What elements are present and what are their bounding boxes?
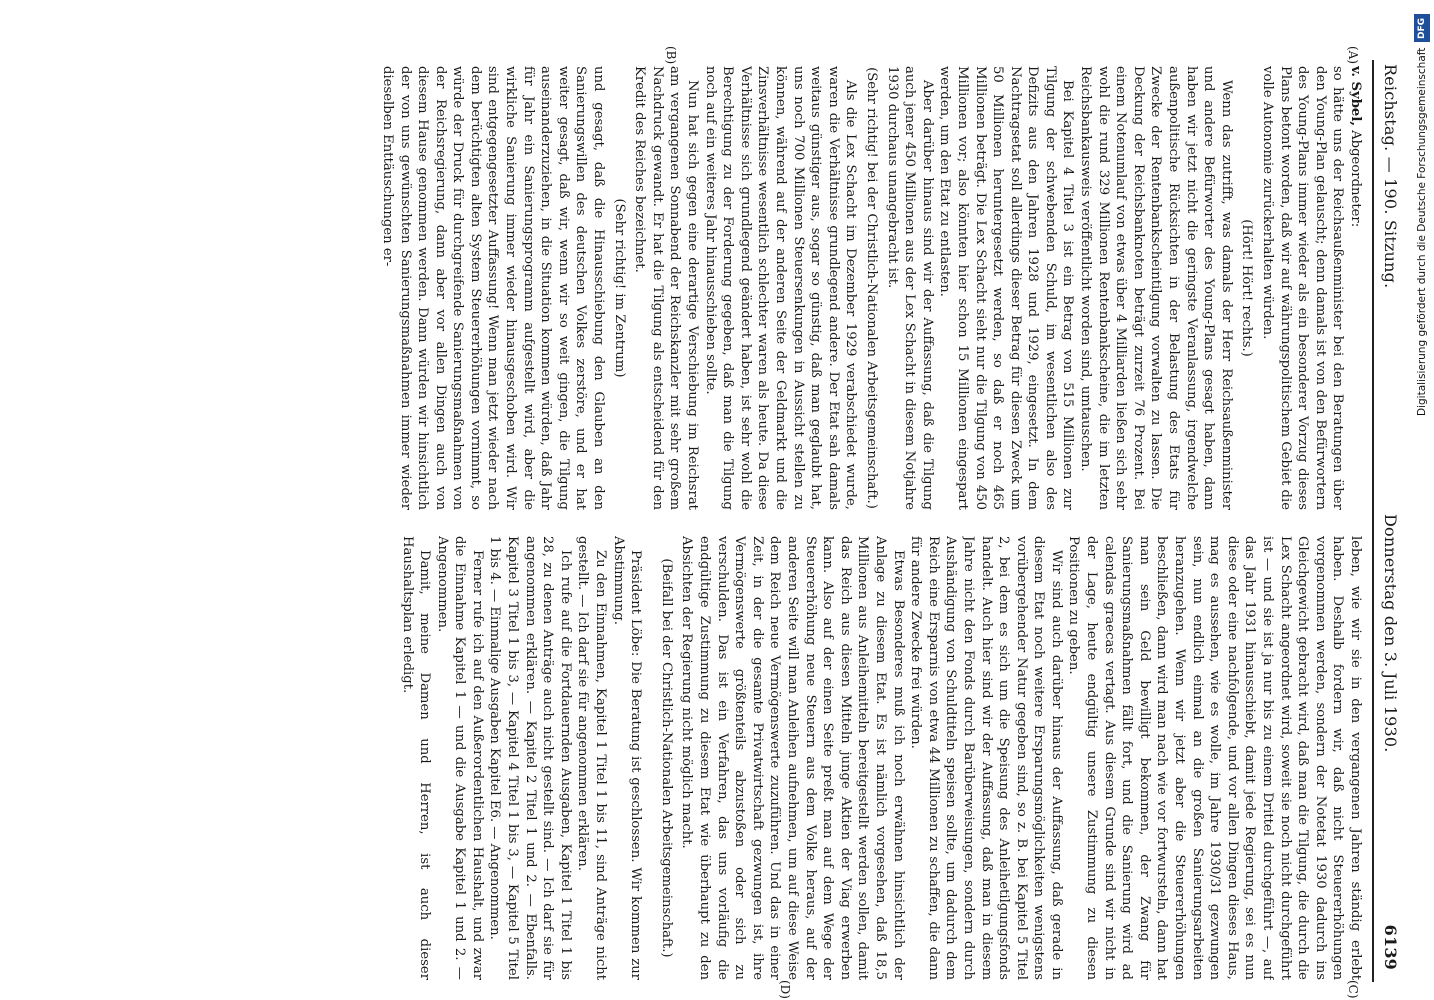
paragraph: Ich rufe auf die Fortdauernden Ausgaben, Kapitel 1 Titel 1 bis 28, zu denen Anträge auch nicht gestellt sind. — Ich darf sie für angenommen erklären. — Kapitel 2 Titel 1 und 2. — Ebenfalls. Kapitel 3 Titel 1 bis 3, — Kapitel 4 Titel 1 bis 3, — Kapitel 5 Titel 1 bis 4. — Einmalige Ausgaben Kapitel E6. — Angenommen.: [487, 536, 573, 980]
margin-marker-c: (C): [1346, 980, 1360, 999]
margin-marker-d: (D): [778, 980, 792, 999]
header-rule: [1372, 60, 1374, 982]
rotated-scanned-page: [88, 44, 1406, 999]
paragraph: leben, wie wir sie in den vergangenen Jahren ständig erlebt haben. Deshalb fordern wir, daß nicht Steuererhöhungen vorgenommen werden, sondern der Notetat 1930 dadurch ins Gleichgewicht gebracht wird, daß man die Tilgung, die durch die Lex Schacht angeordnet wird, soweit sie noch nicht durchgeführt ist — und sie ist ja nur bis zu einem Drittel durchgeführt —, auf das Jahr 1931 hinausschiebt, damit jede Regierung, sei es nun diese oder eine nachfolgende, und vor allen Dingen dieses Haus, mag es aussehen, wie es wolle, im Jahre 1930/31 gezwungen sein, nun endlich einmal an die großen Sanierungsarbeiten heranzugehen. Wenn wir jetzt aber die Steuererhöhungen beschließen, dann wird man nach wie vor fortwursteln, dann hat man sein Geld bewilligt bekommen, der Zwang für Sanierungsmaßnahmen fällt fort, und die Sanierung wird ad calendas graecas vertagt. Aus diesem Grunde sind wir nicht in der Lage, heute endgültig unsere Zustimmung zu diesen Positionen zu geben.: [1066, 536, 1363, 980]
paragraph: Nun hat sich gegen eine derartige Verschiebung im Reichsrat am vergangenen Sonnabend der Reichskanzler mit sehr großem Nachdruck gewandt. Er hat die Tilgung als entscheidend für den Kredit des Reiches bezeichnet.: [632, 66, 701, 510]
session-title: Reichstag. — 190. Sitzung.: [1381, 64, 1400, 289]
paragraph: Wenn das zutrifft, was damals der Herr Reichsaußenminister und andere Befürworter des Young-Plans gesagt haben, dann haben wir jetzt nicht die geringste Veranlassung, irgendwelche außenpolitische Rücksichten in der Belastung des Etats für Zwecke der Rentenbankscheintilgung vorwalten zu lassen. Die Deckung der Reichsbanknoten beträgt zurzeit 76 Prozent. Bei einem Notenumlauf von etwas über 4 Milliarden ließen sich sehr wohl die rund 329 Millionen Rentenbankscheine, die im letzten Reichsbankausweis veröffentlicht worden sind, umtauschen.: [1078, 66, 1234, 510]
dfg-logo-badge: DFG: [1414, 14, 1430, 42]
paragraph: Ferner rufe ich auf den Außerordentlichen Haushalt, und zwar die Einnahme Kapitel 1 — und die Ausgabe Kapitel 1 und 2. — Angenommen.: [434, 536, 485, 980]
speaker-role: Abgeordneter:: [1348, 130, 1363, 228]
left-column: [184, 66, 1364, 510]
paragraph: und gesagt, daß die Hinausschiebung den Glauben an den Sanierungswillen des deutschen Volkes zerstöre, und er hat weiter gesagt, daß wir, wenn wir so weit gingen, die Tilgung auseinanderzuziehen, in die Situation kommen würden, daß Jahr für Jahr ein Sanierungsprogramm aufgestellt wird, aber die wirkliche Sanierung immer wieder hinausgeschoben wird. Wir sind entgegengesetzter Auffassung! Wenn man jetzt wieder nach dem berüchtigten alten System Steuererhöhungen vornimmt, so würde der Druck für durchgreifende Sanierungsmaßnahmen von der Reichsregierung, dann aber vor allen Dingen auch von diesem Hause genommen werden. Dann würden wir hinsichtlich der von uns gewünschten Sanierungsmaßnahmen immer wieder dieselben Enttäuschungen er-: [379, 66, 607, 510]
paragraph: Zu den Einnahmen, Kapitel 1 Titel 1 bis 11, sind Anträge nicht gestellt. — Ich darf sie für angenommen erklären.: [575, 536, 609, 980]
paragraph: Aber darüber hinaus sind wir der Auffassung, daß die Tilgung auch jener 450 Millionen aus der Lex Schacht in diesem Notjahre 1930 durchaus unangebracht ist.: [884, 66, 935, 510]
digitization-credit: [1413, 12, 1431, 988]
paragraph: so hätte uns der Reichsaußenminister bei den Beratungen über den Young-Plan gelauscht; denn damals ist von den Befürwortern des Young-Plans immer wieder als ein besonderer Vorzug dieses Plans betont worden, daß wir auf währungspolitischem Gebiet die volle Autonomie zurückerhalten würden.: [1260, 66, 1346, 510]
speaker-line: [1346, 66, 1364, 510]
section-gap: [644, 536, 654, 980]
margin-marker-b: (B): [664, 46, 678, 65]
credit-text: Digitalisierung gefördert durch die Deutsche Forschungsgemeinschaft: [1416, 48, 1428, 417]
interjection: (Hört! Hört! rechts.): [1239, 219, 1255, 357]
right-column: [184, 536, 1364, 980]
interjection: (Sehr richtig! im Zentrum): [611, 198, 627, 378]
paragraph: Damit, meine Damen und Herren, ist auch dieser Haushaltsplan erledigt.: [399, 536, 433, 980]
running-head: [1372, 44, 1406, 990]
paragraph: Wir sind auch darüber hinaus der Auffassung, daß gerade in diesem Etat noch weitere Ersparungsmöglichkeiten wenigstens vorübergehender Natur gegeben sind, so z. B. bei Kapitel 5 Titel 2, bei dem es sich um die Speisung des Anleihetilgungsfonds handelt. Auch hier sind wir der Auffassung, daß man in diesem Jahre nicht den Fonds durch Barüberweisungen, sondern durch Aushändigung von Schuldtiteln speisen sollte, um dadurch dem Reich eine Ersparnis von etwa 44 Millionen zu schaffen, die dann für andere Zwecke frei würden.: [908, 536, 1064, 980]
interjection: (Beifall bei der Christlich-Nationalen Arbeitsgemeinschaft.): [658, 558, 674, 958]
paragraph: Bei Kapitel 4 Titel 3 ist ein Betrag von 515 Millionen zur Tilgung der schwebenden Schuld, im wesentlichen also des Defizits aus den Jahren 1928 und 1929, eingesetzt. In dem Nachtragsetat soll allerdings dieser Betrag für diesen Zweck um 50 Millionen heruntergesetzt werden, so daß er noch 465 Millionen beträgt. Die Lex Schacht sieht nur die Tilgung von 450 Millionen vor; also könnten hier schon 15 Millionen eingespart werden, um den Etat zu entlasten.: [937, 66, 1076, 510]
speaker-name: v. Sybel,: [1348, 66, 1363, 126]
page-number: 6139: [1381, 924, 1400, 970]
paragraph: Etwas Besonderes muß ich noch erwähnen hinsichtlich der Anlage zu diesem Etat. Es ist nämlich vorgesehen, daß 18,5 Millionen aus Anleihemitteln bereitgestellt werden sollen, damit das Reich aus diesen Mitteln junge Aktien der Viag erwerben kann. Also auf der einen Seite preßt man auf dem Wege der Steuererhöhung neue Steuern aus dem Volke heraus, auf der anderen Seite will man Anleihen aufnehmen, um auf diese Weise dem Reich neue Vermögenswerte zuzuführen. Und das in einer Zeit, in der die gesamte Privatwirtschaft gezwungen ist, ihre Vermögenswerte größtenteils abzustoßen oder sich zu verschulden. Das ist ein Verfahren, das uns vorläufig die endgültige Zustimmung zu diesem Etat wie überhaupt zu den Absichten der Regierung nicht möglich macht.: [679, 536, 906, 980]
interjection: (Sehr richtig! bei der Christlich-Nationalen Arbeitsgemeinschaft.): [863, 67, 879, 509]
president-statement: Präsident Löbe: Die Beratung ist geschlossen. Wir kommen zur Abstimmung.: [610, 536, 644, 980]
paragraph: Als die Lex Schacht im Dezember 1929 verabschiedet wurde, waren die Verhältnisse grundlegend andere. Der Etat sah damals weitaus günstiger aus, sogar so günstig, daß man geglaubt hat, uns noch 700 Millionen Steuersenkungen in Aussicht stellen zu können, während auf der anderen Seite der Geldmarkt und die Zinsverhältnisse wesentlich schlechter waren als heute. Da diese Verhältnisse sich grundlegend geändert haben, ist sehr wohl die Berechtigung zu der Forderung gegeben, daß man die Tilgung noch auf ein weiteres Jahr hinausschieben sollte.: [702, 66, 859, 510]
session-date: Donnerstag den 3. Juli 1930.: [1381, 514, 1400, 753]
margin-marker-a: (A): [1346, 46, 1360, 65]
